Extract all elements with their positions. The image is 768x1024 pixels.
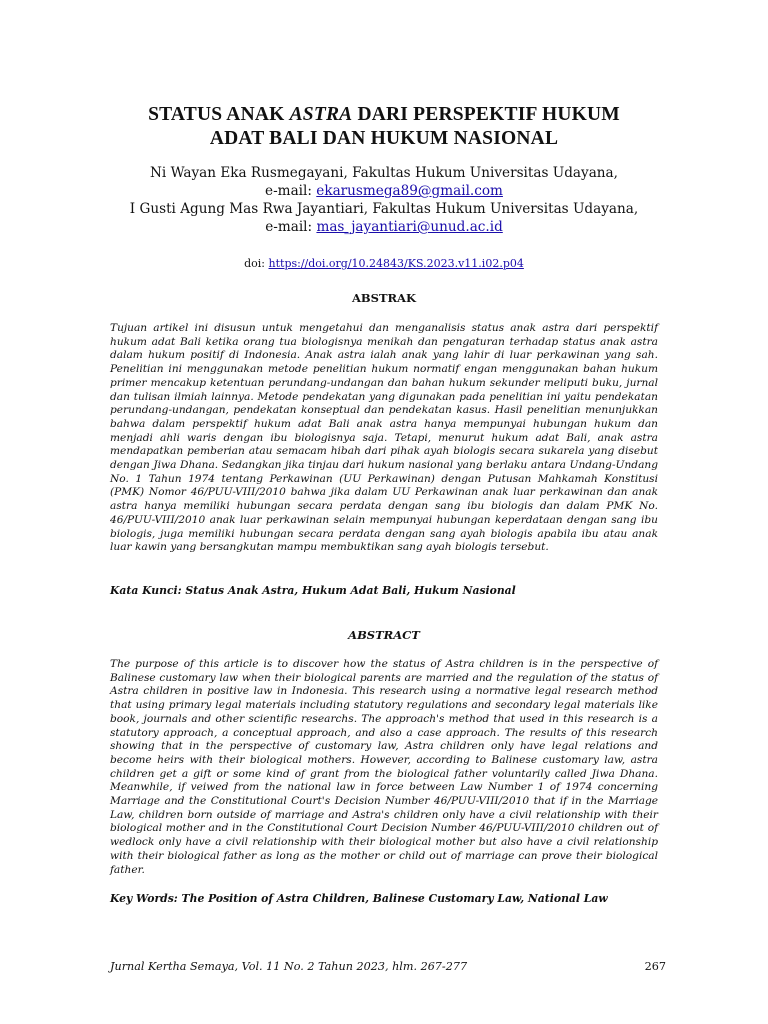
- title-line-2: ADAT BALI DAN HUKUM NASIONAL: [209, 128, 559, 149]
- author-2-email-label: e-mail:: [265, 219, 317, 235]
- abstract-body: The purpose of this article is to discover how the status of Astra children is in the perspective of Balinese customary law when their biological parents are married and the regulation of the status of Astra children in positive law in Indonesia. This research using a normative legal research method that using primary legal materials including statutory regulations and secondary legal materials like book, journals and other scientific researchs. The approach's method that used in this research is a statutory approach, a conceptual approach, and also a case approach. The results of this research showing that in the perspective of customary law, Astra children only have legal relations and become heirs with their biological mothers. However, according to Balinese customary law, astra children get a gift or some kind of grant from the biological father voluntarily called Jiwa Dhana. Meanwhile, if veiwed from the national law in force between Law Number 1 of 1974 concerning Marriage and the Constitutional Court's Decision Number 46/PUU-VIII/2010 that if in the Marriage Law, children born outside of marriage and Astra's children only have a civil relationship with their biological mother and in the Constitutional Court Decision Number 46/PUU-VIII/2010 children out of wedlock only have a civil relationship with their biological mother but also have a civil relationship with their biological father as long as the mother or child out of marriage can prove their biological father.: [110, 658, 658, 876]
- author-2-email-link[interactable]: mas_jayantiari@unud.ac.id: [316, 219, 503, 235]
- abstract-heading: ABSTRACT: [348, 628, 420, 642]
- title-italic-word: ASTRA: [289, 104, 353, 125]
- author-1-email-link[interactable]: ekarusmega89@gmail.com: [316, 183, 503, 199]
- abstrak-heading: ABSTRAK: [352, 291, 416, 305]
- title-part-2: DARI PERSPEKTIF HUKUM: [352, 104, 620, 125]
- doi-line: [60, 257, 708, 271]
- journal-citation: Jurnal Kertha Semaya, Vol. 11 No. 2 Tahun 2023, hlm. 267-277: [110, 960, 468, 973]
- author-2-email-line: [60, 218, 708, 236]
- author-1-email-label: e-mail:: [265, 183, 317, 199]
- kata-kunci: Kata Kunci: Status Anak Astra, Hukum Adat Bali, Hukum Nasional: [110, 584, 516, 597]
- title-line-1: [60, 103, 708, 127]
- page-footer: [110, 960, 666, 974]
- author-block: [60, 164, 708, 236]
- author-1-email-line: [60, 182, 708, 200]
- doi-label: doi:: [244, 257, 269, 270]
- doi-link[interactable]: https://doi.org/10.24843/KS.2023.v11.i02.p04: [268, 257, 524, 270]
- key-words: Key Words: The Position of Astra Children, Balinese Customary Law, National Law: [110, 892, 608, 905]
- title-part-1: STATUS ANAK: [148, 104, 290, 125]
- paper-title: [60, 103, 708, 151]
- author-2-affiliation: I Gusti Agung Mas Rwa Jayantiari, Fakultas Hukum Universitas Udayana,: [129, 201, 639, 217]
- page-number: 267: [644, 960, 666, 973]
- abstrak-body: Tujuan artikel ini disusun untuk mengetahui dan menganalisis status anak astra dari perspektif hukum adat Bali ketika orang tua biologisnya menikah dan pengaturan terhadap status anak astra dalam hukum positif di Indonesia. Anak astra ialah anak yang lahir di luar perkawinan yang sah. Penelitian ini menggunakan metode penelitian hukum normatif engan menggunakan bahan hukum primer mencakup ketentuan perundang-undangan dan bahan hukum sekunder meliputi buku, jurnal dan tulisan ilmiah lainnya. Metode pendekatan yang digunakan pada penelitian ini yaitu pendekatan perundang-undangan, pendekatan konseptual dan pendekatan kasus. Hasil penelitian menunjukkan bahwa dalam perspektif hukum adat Bali anak astra hanya mempunyai hubungan hukum dan menjadi ahli waris dengan ibu biologisnya saja. Tetapi, menurut hukum adat Bali, anak astra mendapatkan pemberian atau semacam hibah dari pihak ayah biologis secara sukarela yang disebut dengan Jiwa Dhana. Sedangkan jika tinjau dari hukum nasional yang berlaku antara Undang-Undang No. 1 Tahun 1974 tentang Perkawinan (UU Perkawinan) dengan Putusan Mahkamah Konstitusi (PMK) Nomor 46/PUU-VIII/2010 bahwa jika dalam UU Perkawinan anak luar perkawinan dan anak astra hanya memiliki hubungan secara perdata dengan sang ibu biologis dan dalam PMK No. 46/PUU-VIII/2010 anak luar perkawinan selain mempunyai hubungan keperdataan dengan sang ibu biologis, juga memiliki hubungan secara perdata dengan sang ayah biologis apabila ibu atau anak luar kawin yang bersangkutan mampu membuktikan sang ayah biologis tersebut.: [110, 322, 658, 554]
- author-1-affiliation: Ni Wayan Eka Rusmegayani, Fakultas Hukum Universitas Udayana,: [150, 165, 618, 181]
